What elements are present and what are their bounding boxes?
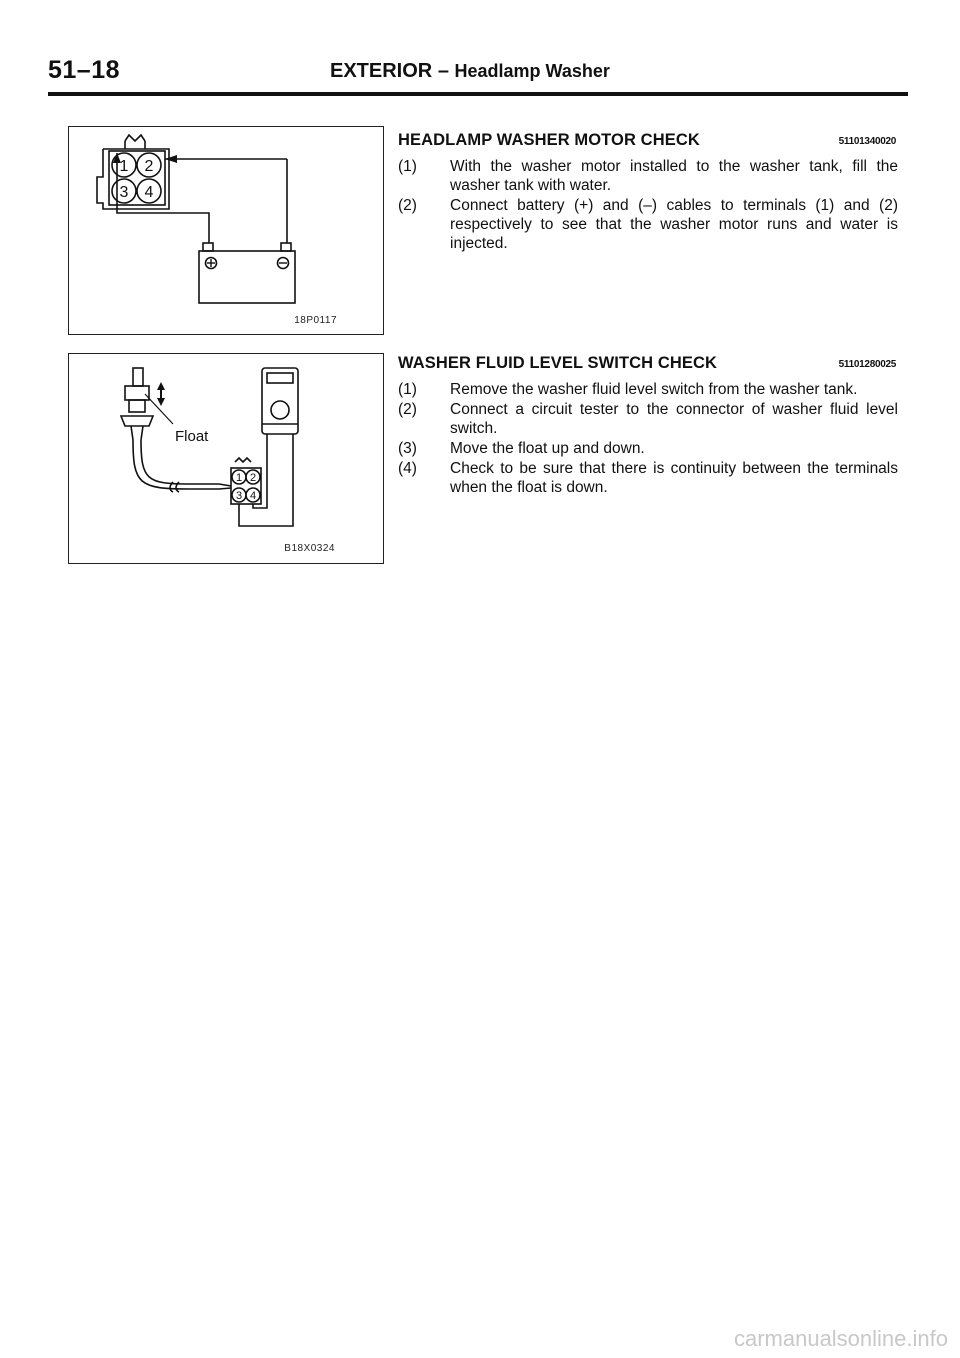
watermark-link[interactable]: carmanualsonline.info — [733, 1326, 948, 1351]
section-title: HEADLAMP WASHER MOTOR CHECK — [398, 131, 700, 149]
header-title — [330, 60, 610, 83]
pin-4: 4 — [144, 184, 154, 201]
header-section: EXTERIOR — [330, 60, 433, 82]
pin-3: 3 — [119, 184, 129, 201]
section-heading — [398, 131, 898, 157]
step-text: Move the float up and down. — [450, 440, 645, 457]
motor-check-diagram — [69, 127, 385, 336]
level-switch-diagram — [69, 354, 385, 565]
step-text: Check to be sure that there is continuity between the terminals when the float is down. — [450, 460, 898, 496]
section-motor-check — [398, 131, 898, 254]
header-subsection: Headlamp Washer — [454, 61, 610, 81]
step-text: Remove the washer fluid level switch from the washer tank. — [450, 381, 858, 398]
step — [398, 400, 898, 438]
step — [398, 439, 898, 458]
section-level-switch-check — [398, 354, 898, 498]
pin-1: 1 — [119, 158, 129, 175]
figure-level-switch-check — [68, 353, 384, 564]
step — [398, 380, 898, 399]
step-number: (1) — [398, 381, 417, 398]
step — [398, 196, 898, 253]
section-title: WASHER FLUID LEVEL SWITCH CHECK — [398, 354, 718, 372]
step-number: (3) — [398, 440, 417, 457]
figure-code: 18P0117 — [294, 315, 337, 326]
pin-4: 4 — [249, 490, 257, 502]
step-number: (2) — [398, 401, 417, 418]
pin-1: 1 — [235, 472, 243, 484]
step — [398, 157, 898, 195]
step-text: Connect battery (+) and (–) cables to terminals (1) and (2) respectively to see that the washer motor runs and water is injected. — [450, 197, 898, 252]
section-heading — [398, 354, 898, 380]
step-text: With the washer motor installed to the washer tank, fill the washer tank with water. — [450, 158, 898, 194]
pin-3: 3 — [235, 490, 243, 502]
step-number: (2) — [398, 197, 417, 214]
step-number: (4) — [398, 460, 417, 477]
section-code: 51101280025 — [838, 359, 896, 370]
step-text: Connect a circuit tester to the connector of washer fluid level switch. — [450, 401, 898, 437]
page-number: 51–18 — [48, 56, 121, 84]
pin-2: 2 — [249, 472, 257, 484]
page-header — [48, 52, 908, 96]
pin-2: 2 — [144, 158, 154, 175]
header-separator: – — [437, 60, 449, 82]
figure-code: B18X0324 — [284, 543, 335, 554]
section-code: 51101340020 — [838, 136, 896, 147]
figure-motor-check — [68, 126, 384, 335]
step-number: (1) — [398, 158, 417, 175]
float-label: Float — [175, 428, 209, 445]
step — [398, 459, 898, 497]
